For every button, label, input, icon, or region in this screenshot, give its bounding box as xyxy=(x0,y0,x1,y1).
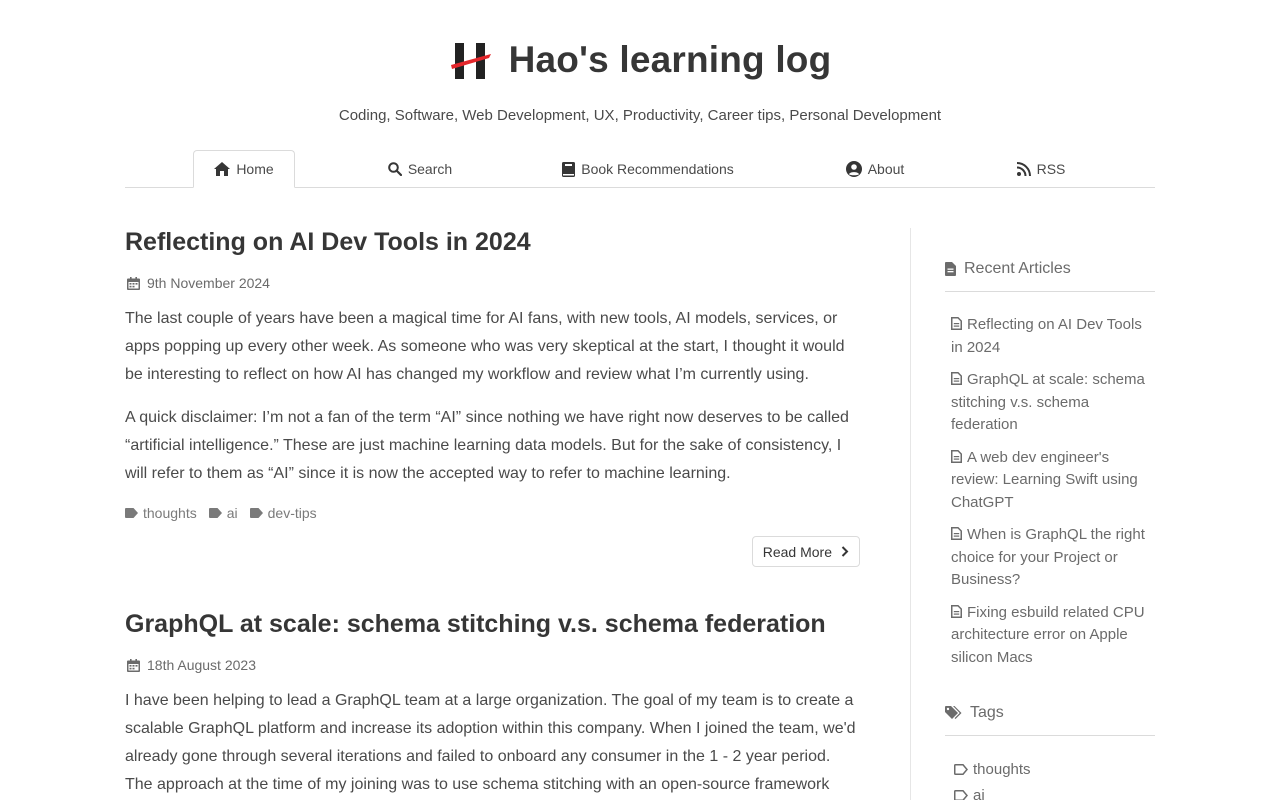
post-date xyxy=(125,657,860,673)
column-divider xyxy=(910,228,911,800)
file-outline-icon xyxy=(951,527,962,540)
tag-icon xyxy=(125,508,138,518)
rss-icon xyxy=(1017,162,1031,176)
tags-icon xyxy=(945,706,962,720)
recent-article-link[interactable] xyxy=(951,314,1155,359)
sidebar xyxy=(945,260,1155,800)
nav-rss[interactable] xyxy=(1005,150,1077,188)
tag-label: ai xyxy=(226,505,238,521)
post-card xyxy=(125,228,860,567)
tag-outline-icon xyxy=(954,790,968,800)
post-tags xyxy=(125,505,860,521)
sidebar-tag-label: ai xyxy=(973,786,985,800)
recent-article-title: Fixing esbuild related CPU architecture error on Apple silicon Macs xyxy=(951,603,1145,666)
read-more-label: Read More xyxy=(762,543,832,560)
nav-home-label: Home xyxy=(236,161,274,177)
home-icon xyxy=(214,162,230,176)
recent-article-title: Reflecting on AI Dev Tools in 2024 xyxy=(951,316,1142,356)
recent-articles-heading xyxy=(945,260,1155,292)
recent-article-link[interactable] xyxy=(951,447,1155,515)
nav-search[interactable] xyxy=(370,150,470,188)
tag-outline-icon xyxy=(954,764,968,775)
book-icon xyxy=(562,162,575,177)
tag-ai[interactable] xyxy=(209,505,238,521)
file-outline-icon xyxy=(951,450,962,463)
recent-article-title: A web dev engineer's review: Learning Swift using ChatGPT xyxy=(951,448,1138,511)
recent-article-link[interactable] xyxy=(951,369,1155,437)
post-date xyxy=(125,275,860,291)
post-title-link[interactable]: Reflecting on AI Dev Tools in 2024 xyxy=(125,228,531,256)
post-excerpt-paragraph: The last couple of years have been a magical time for AI fans, with new tools, AI models, services, or apps popping up every other week. As someone who was very skeptical at the start, I thought it would be interesting to reflect on how AI has changed my workflow and review what I’m currently using. xyxy=(125,310,845,383)
nav-about[interactable] xyxy=(837,150,913,188)
calendar-icon xyxy=(127,659,140,672)
nav-search-label: Search xyxy=(407,161,453,177)
tags-heading xyxy=(945,704,1155,736)
nav-home[interactable] xyxy=(193,150,295,188)
recent-articles-list xyxy=(945,314,1155,669)
tags-title: Tags xyxy=(970,704,1004,721)
nav-book-label: Book Recommendations xyxy=(581,161,734,177)
recent-article-title: GraphQL at scale: schema stitching v.s. schema federation xyxy=(951,371,1145,433)
hao-logo-icon xyxy=(449,39,493,83)
recent-articles-title: Recent Articles xyxy=(964,260,1071,277)
sidebar-tag-label: thoughts xyxy=(973,760,1031,778)
tag-dev-tips[interactable] xyxy=(250,505,317,521)
tag-thoughts[interactable] xyxy=(125,505,197,521)
file-text-icon xyxy=(945,262,956,276)
search-icon xyxy=(388,162,402,176)
post-excerpt-paragraph: A quick disclaimer: I’m not a fan of the term “AI” since nothing we have right now deserves to be called “artificial intelligence.” These are just machine learning data models. But for the sake of consistency, I will refer to them as “AI” since it is now the accepted way to refer to machine learning. xyxy=(125,409,849,482)
chevron-right-icon xyxy=(841,546,849,557)
file-outline-icon xyxy=(951,605,962,618)
recent-article-link[interactable] xyxy=(951,602,1155,670)
recent-article-title: When is GraphQL the right choice for your Project or Business? xyxy=(951,526,1145,588)
post-list xyxy=(125,228,860,799)
user-circle-icon xyxy=(846,161,862,177)
nav-about-label: About xyxy=(867,161,905,177)
file-outline-icon xyxy=(951,317,962,330)
sidebar-tag-thoughts[interactable] xyxy=(954,756,1155,782)
file-outline-icon xyxy=(951,372,962,385)
main-nav xyxy=(125,150,1155,188)
post-date-text: 18th August 2023 xyxy=(147,657,256,673)
post-card xyxy=(125,610,860,799)
calendar-icon xyxy=(127,277,140,290)
tag-label: thoughts xyxy=(143,505,197,521)
nav-book-recommendations[interactable] xyxy=(552,150,744,188)
post-date-text: 9th November 2024 xyxy=(147,275,270,291)
read-more-row xyxy=(125,536,860,567)
tag-label: dev-tips xyxy=(267,505,317,521)
sidebar-tag-list xyxy=(945,756,1155,800)
read-more-button[interactable] xyxy=(752,536,860,567)
sidebar-tag-ai[interactable] xyxy=(954,782,1155,800)
tag-icon xyxy=(250,508,263,518)
site-title: Hao's learning log xyxy=(508,39,832,80)
site-tagline: Coding, Software, Web Development, UX, Productivity, Career tips, Personal Development xyxy=(338,107,942,124)
tag-icon xyxy=(209,508,222,518)
recent-article-link[interactable] xyxy=(951,524,1155,592)
post-excerpt-paragraph: I have been helping to lead a GraphQL team at a large organization. The goal of my team is to create a scalable GraphQL platform and increase its adoption within this company. When I joined the team, we'd already gone through several iterations and failed to onboard any consumer in the 1 - 2 year period. The approach at the time of my joining was to use schema stitching with an open-source framework xyxy=(125,692,856,793)
post-title-link[interactable]: GraphQL at scale: schema stitching v.s. schema federation xyxy=(125,610,826,638)
site-title-link[interactable] xyxy=(0,38,1280,82)
nav-rss-label: RSS xyxy=(1036,161,1066,177)
